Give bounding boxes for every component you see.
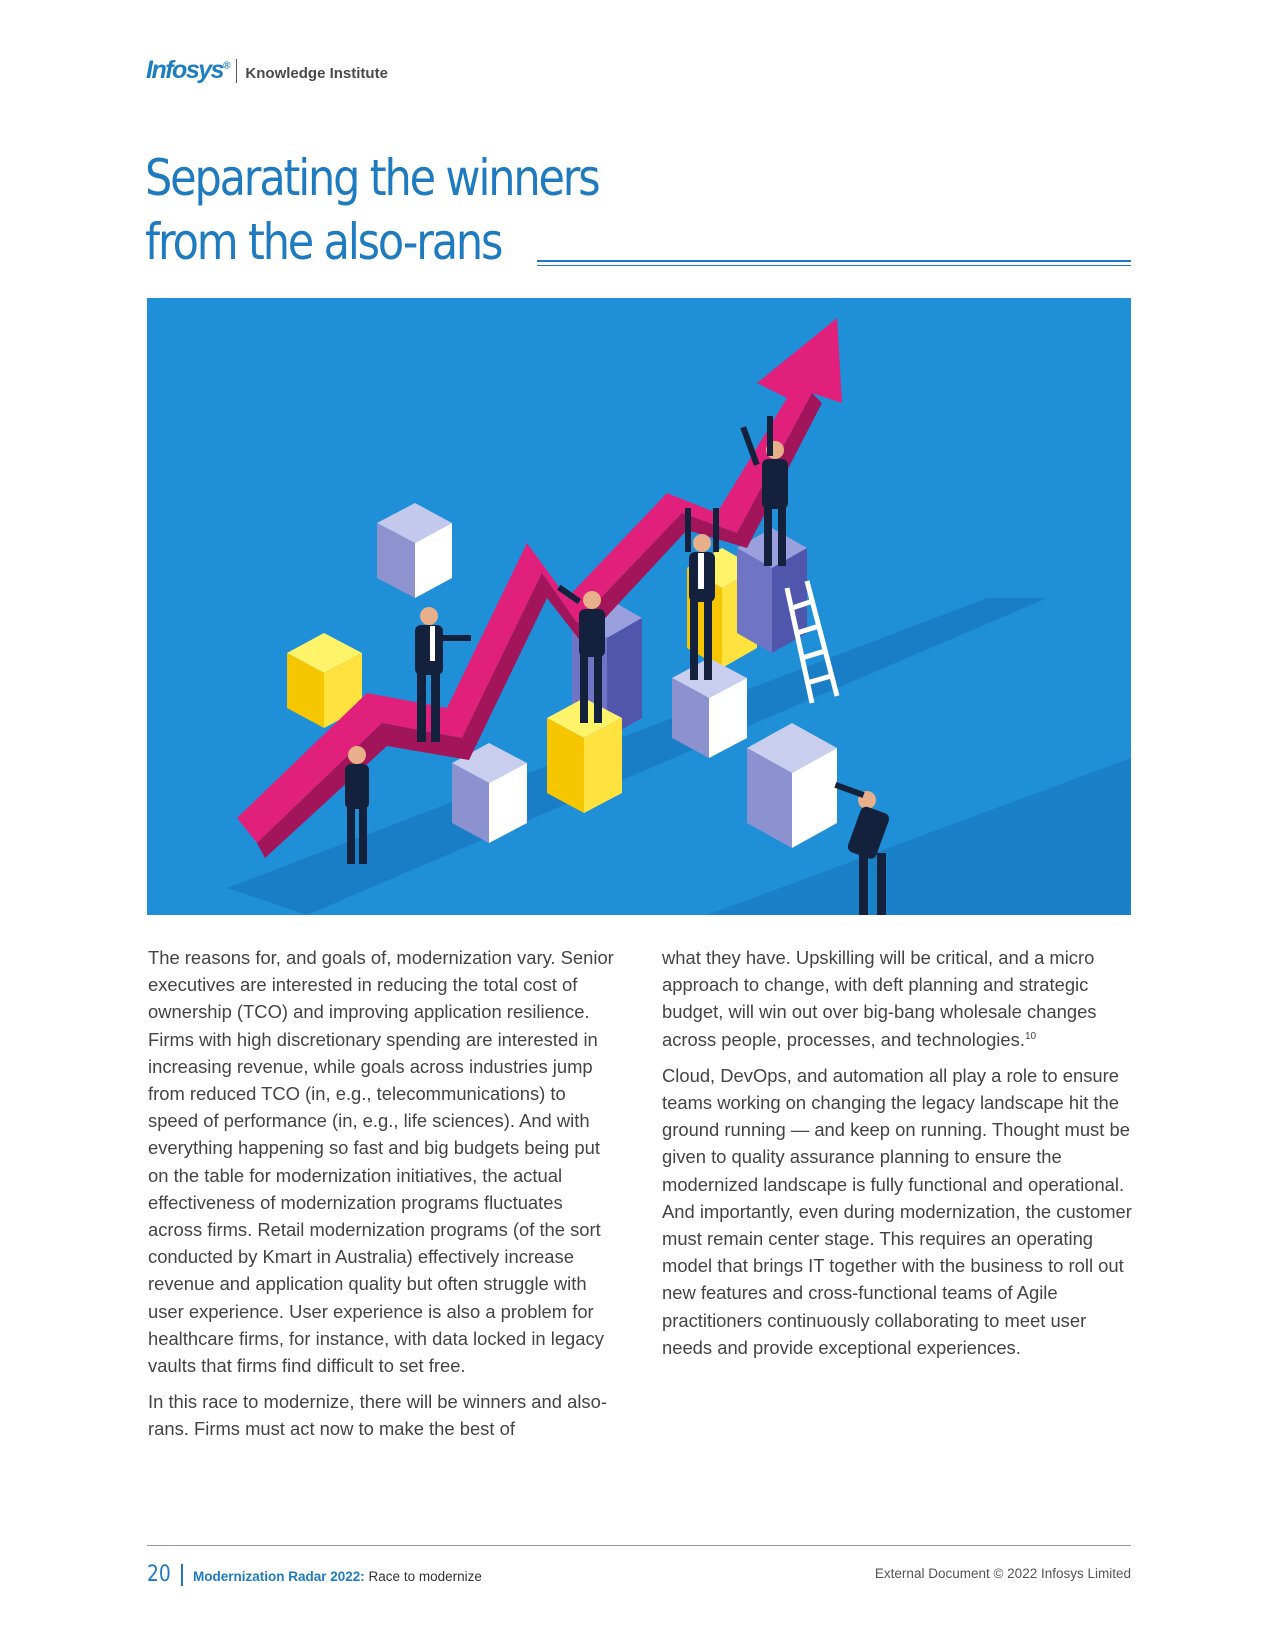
cube-lavender-large (747, 723, 837, 848)
body-paragraph: The reasons for, and goals of, modernization vary. Senior executives are interested in reducing the total cost of ownership (TCO) and improving application resilience. Firms with high discretionary spending are interested in increasing revenue, while goals across industries jump from reduced TCO (in, e.g., telecommunications) to speed of performance (in, e.g., life sciences). And with everything happening so fast and big budgets being put on the table for modernization initiatives, the actual effectiveness of modernization programs fluctuates across firms. Retail modernization programs (of the sort conducted by Kmart in Australia) effectively increase revenue and application quality but often struggle with user experience. User experience is also a problem for healthcare firms, for instance, with data locked in legacy vaults that firms find difficult to set free. (148, 947, 614, 1377)
copyright-notice: External Document © 2022 Infosys Limited (874, 1566, 1131, 1581)
publication-title: Modernization Radar 2022: Race to modernize (193, 1569, 482, 1584)
body-column-right (662, 944, 1140, 1370)
page-footer (147, 1562, 1131, 1592)
footnote-reference: 10 (1024, 1030, 1037, 1042)
title-line-1: Separating the winners (145, 149, 599, 207)
hero-image (147, 298, 1131, 915)
title-line-2: from the also-rans (145, 213, 502, 271)
footer-divider (181, 1564, 183, 1586)
cube-lavender-small (377, 503, 452, 598)
title-rule (537, 260, 1131, 262)
page-title (145, 146, 627, 274)
footer-rule (147, 1545, 1131, 1546)
title-rule-thin (537, 265, 1131, 266)
institute-name: Knowledge Institute (245, 65, 388, 82)
body-column-left (148, 944, 620, 1452)
body-paragraph: In this race to modernize, there will be winners and also-rans. Firms must act now to make the best of (148, 1391, 607, 1440)
body-paragraph: Cloud, DevOps, and automation all play a role to ensure teams working on changing the legacy landscape hit the ground running — and keep on running. Thought must be given to quality assurance planning to ensure the modernized landscape is fully functional and operational. And importantly, even during modernization, the customer must remain center stage. This requires an operating model that brings IT together with the business to roll out new features and cross-functional teams of Agile practitioners continuously collaborating to meet user needs and provide exceptional experiences. (662, 1064, 1132, 1358)
page-number: 20 (147, 1562, 171, 1587)
business-growth-illustration (147, 298, 1131, 915)
header-logo (146, 56, 388, 85)
infosys-logo: Infosys® (146, 56, 231, 84)
body-paragraph: what they have. Upskilling will be critical, and a micro approach to change, with deft planning and strategic budget, will win out over big-bang wholesale changes across people, processes, and technologies.$^{10}$ (662, 947, 1097, 1050)
logo-divider (236, 59, 237, 83)
